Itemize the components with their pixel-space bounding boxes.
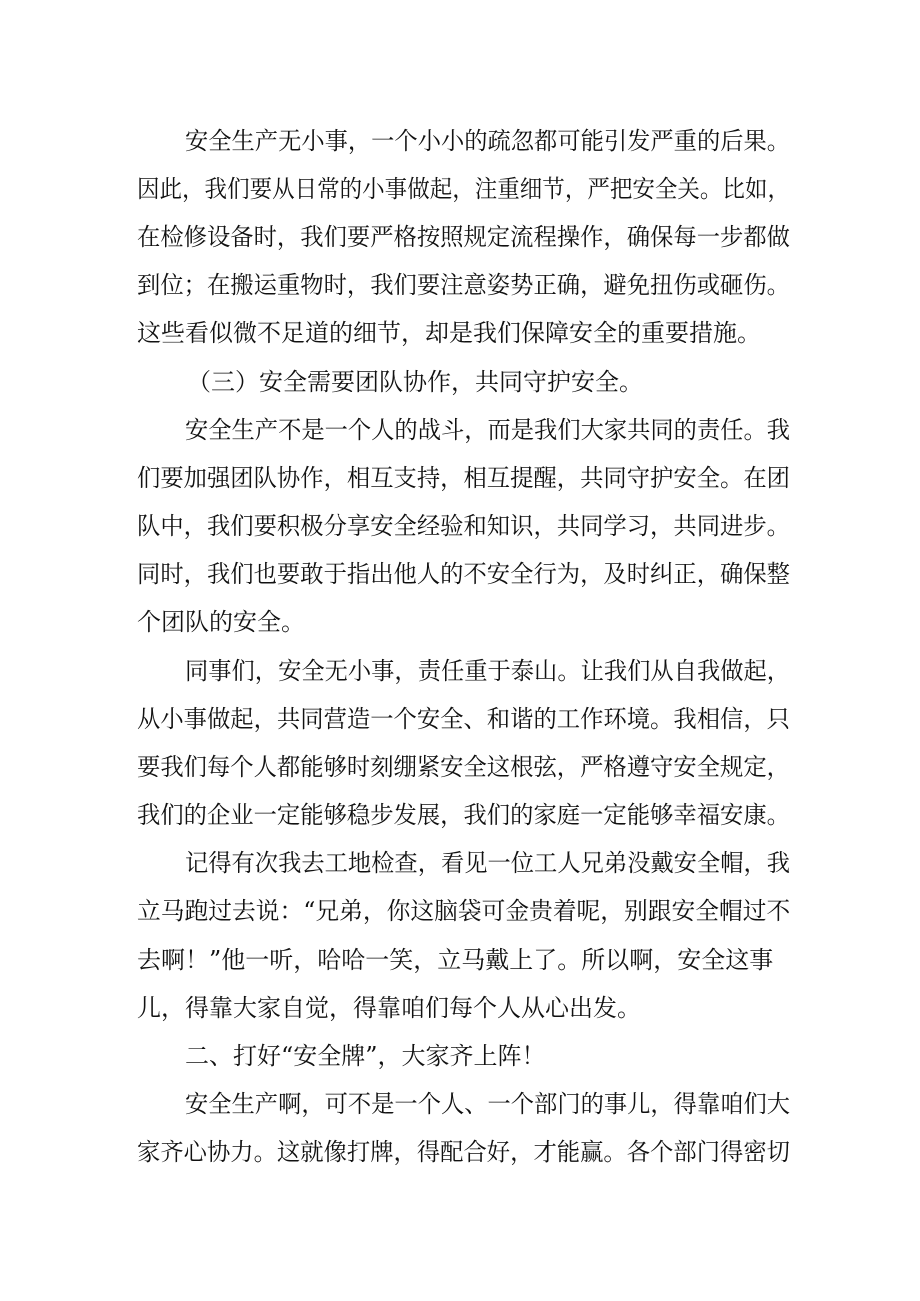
paragraph-line: 同时，我们也要敢于指出他人的不安全行为，及时纠正，确保整 [137, 560, 790, 588]
paragraph-line: 安全生产无小事，一个小小的疏忽都可能引发严重的后果。 [185, 127, 791, 155]
paragraph-line: 去啊！”他一听，哈哈一笑，立马戴上了。所以啊，安全这事 [137, 946, 774, 974]
paragraph-line: 在检修设备时，我们要严格按照规定流程操作，确保每一步都做 [137, 223, 790, 251]
paragraph-line: 到位；在搬运重物时，我们要注意姿势正确，避免扭伤或砸伤。 [137, 271, 790, 299]
paragraph-line: 这些看似微不足道的细节，却是我们保障安全的重要措施。 [137, 319, 761, 347]
paragraph-line: 队中，我们要积极分享安全经验和知识，共同学习，共同进步。 [137, 512, 790, 540]
paragraph-line: 安全生产啊，可不是一个人、一个部门的事儿，得靠咱们大 [185, 1090, 791, 1118]
paragraph-line: 儿，得靠大家自觉，得靠咱们每个人从心出发。 [137, 994, 641, 1022]
paragraph-line: 从小事做起，共同营造一个安全、和谐的工作环境。我相信，只 [137, 705, 790, 733]
paragraph-line: 家齐心协力。这就像打牌，得配合好，才能赢。各个部门得密切 [137, 1138, 790, 1166]
section-heading: （三）安全需要团队协作，共同守护安全。 [187, 368, 643, 396]
paragraph-line: 立马跑过去说：“兄弟，你这脑袋可金贵着呢，别跟安全帽过不 [137, 897, 791, 925]
paragraph-line: 要我们每个人都能够时刻绷紧安全这根弦，严格遵守安全规定， [137, 753, 790, 781]
paragraph-line: 我们的企业一定能够稳步发展，我们的家庭一定能够幸福安康。 [137, 801, 790, 829]
paragraph-line: 个团队的安全。 [137, 608, 305, 636]
paragraph-line: 们要加强团队协作，相互支持，相互提醒，共同守护安全。在团 [137, 464, 790, 492]
paragraph-line: 记得有次我去工地检查，看见一位工人兄弟没戴安全帽，我 [185, 849, 791, 877]
paragraph-line: 同事们，安全无小事，责任重于泰山。让我们从自我做起， [185, 657, 791, 685]
section-heading: 二、打好“安全牌”，大家齐上阵！ [185, 1042, 546, 1070]
paragraph-line: 安全生产不是一个人的战斗，而是我们大家共同的责任。我 [185, 416, 791, 444]
paragraph-line: 因此，我们要从日常的小事做起，注重细节，严把安全关。比如， [137, 175, 790, 203]
